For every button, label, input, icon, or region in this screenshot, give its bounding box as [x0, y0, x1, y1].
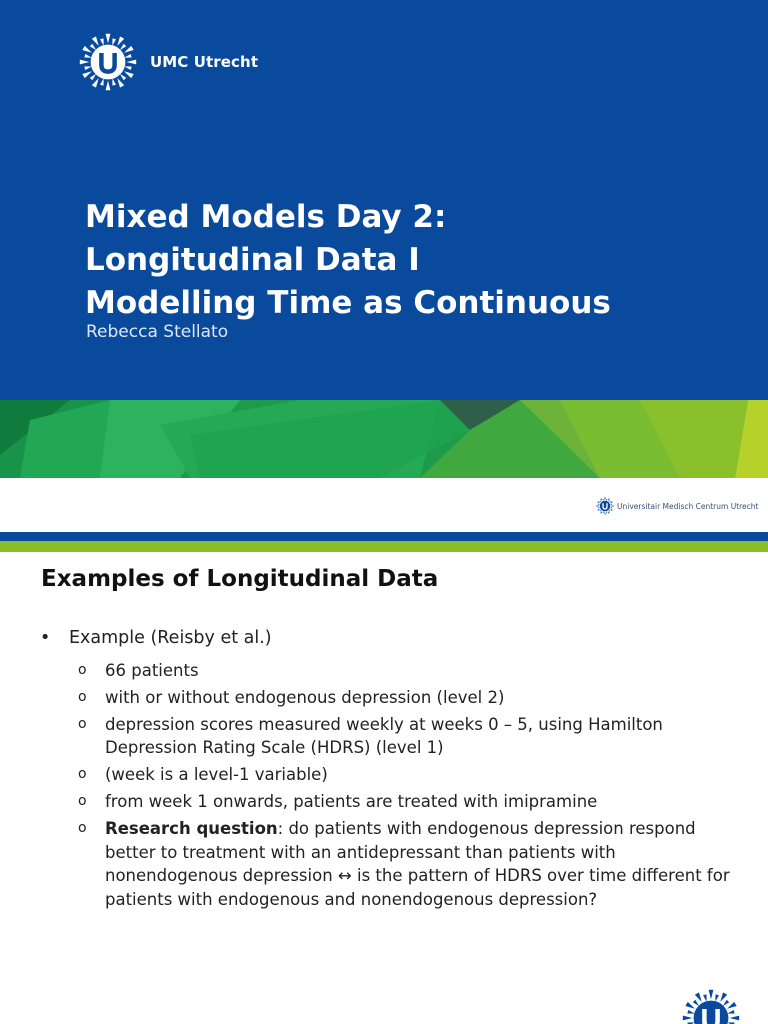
logo-text: UMC Utrecht	[150, 53, 259, 71]
title-line: Mixed Models Day 2:	[85, 199, 447, 235]
sub-bullet-list	[78, 659, 738, 915]
sub-bullet-text: (week is a level-1 variable)	[105, 765, 328, 785]
sub-bullet-item	[78, 790, 738, 814]
sub-bullet-item	[78, 659, 738, 683]
sub-bullet-text: 66 patients	[105, 661, 199, 680]
sub-bullet-item	[78, 713, 738, 761]
research-question-label: Research question	[105, 818, 278, 838]
sub-bullet-symbol: o	[78, 766, 87, 783]
sub-bullet-symbol: o	[78, 662, 87, 678]
bullet-symbol: •	[40, 628, 51, 648]
sub-bullet-text: with or without endogenous depression (level 2)	[105, 687, 505, 707]
slide-divider-green	[0, 541, 768, 552]
decorative-green-band	[0, 400, 768, 478]
presentation-title	[85, 196, 611, 325]
umc-logo	[78, 32, 258, 92]
umc-sun-logo-icon	[681, 988, 741, 1024]
author-name: Rebecca Stellato	[86, 322, 229, 342]
title-line: Longitudinal Data I	[85, 242, 420, 278]
footer-logo-text: Universitair Medisch Centrum Utrecht	[617, 501, 759, 511]
sub-bullet-item	[78, 763, 738, 787]
sub-bullet-symbol: o	[78, 792, 87, 809]
sub-bullet-text: from week 1 onwards, patients are treated with imipramine	[105, 791, 598, 811]
bullet-item	[40, 628, 272, 648]
sub-bullet-symbol: o	[78, 819, 87, 836]
slide-divider-blue	[0, 532, 768, 541]
sub-bullet-item	[78, 817, 738, 912]
sub-bullet-symbol: o	[78, 715, 87, 732]
bullet-text: Example (Reisby et al.)	[69, 628, 272, 648]
footer-logo	[596, 497, 759, 515]
content-slide	[0, 552, 768, 1024]
umc-sun-logo-icon	[78, 32, 138, 92]
sub-bullet-symbol: o	[78, 688, 87, 705]
sub-bullet-text: depression scores measured weekly at weeks 0 – 5, using Hamilton Depression Rating Scale (HDRS) (level 1)	[105, 714, 663, 758]
title-line: Modelling Time as Continuous	[85, 285, 611, 321]
slide-title: Examples of Longitudinal Data	[41, 566, 439, 592]
umc-sun-logo-icon	[596, 497, 614, 515]
sub-bullet-text: : do patients with endogenous depression respond better to treatment with an antidepressant than patients with nonendogenous depression ↔ is the pattern of HDRS over time different for patients with endogenous and nonendogenous depression?	[105, 818, 730, 910]
sub-bullet-item	[78, 686, 738, 710]
